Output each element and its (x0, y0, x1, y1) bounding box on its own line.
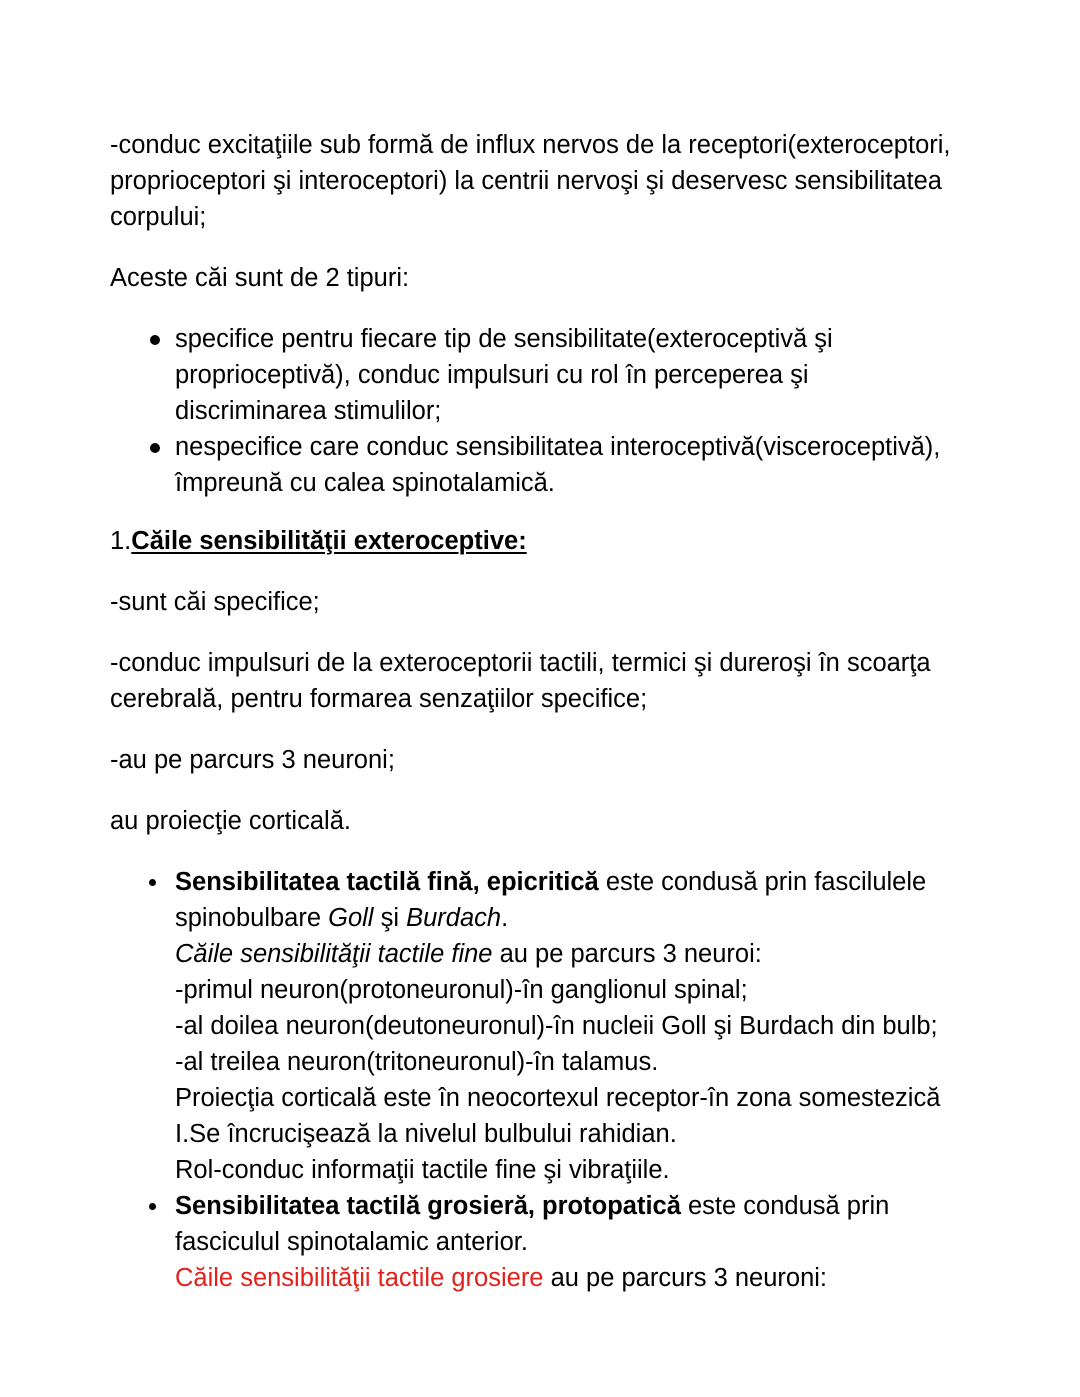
section-heading (110, 523, 960, 559)
fine-tactile-subheading-rest: au pe parcurs 3 neuroi: (492, 940, 762, 968)
heading-number: 1. (110, 527, 132, 555)
paragraph-three-neurons: -au pe parcurs 3 neuroni; (110, 746, 395, 774)
fine-tactile-neuron-line: -al treilea neuron(tritoneuronul)-în talamus. (175, 1048, 659, 1076)
document-body (110, 127, 960, 1296)
paragraph-cortical-projection: au proiecţie corticală. (110, 807, 351, 835)
coarse-tactile-pathways-line (175, 1260, 960, 1296)
coarse-tactile-after-bold: este condusă prin fasciculul spinotalamic anterior. (175, 1192, 890, 1256)
fine-tactile-bold-lead: Sensibilitatea tactilă fină, epicritică (175, 868, 599, 896)
list-pathway-types (110, 321, 960, 501)
paragraph-impulses-cortex: -conduc impulsuri de la exteroceptorii tactili, termici şi dureroşi în scoarţa cerebrală, pentru formarea senzaţiilor specifice; (110, 649, 931, 713)
list-item (110, 321, 960, 429)
fine-tactile-subheading-line (175, 936, 960, 972)
fine-tactile-after-bold: este condusă prin fascilulele spinobulbare (175, 868, 927, 932)
coarse-tactile-red-text: Căile sensibilităţii tactile grosiere (175, 1264, 544, 1292)
list-item (110, 429, 960, 501)
paragraph-intro: -conduc excitaţiile sub formă de influx nervos de la receptori(exteroceptori, proprioceptori şi interoceptori) la centrii nervoşi şi deservesc sensibilitatea corpului; (110, 131, 951, 231)
fine-tactile-period: . (501, 904, 509, 932)
paragraph-two-types-lead: Aceste căi sunt de 2 tipuri: (110, 264, 410, 292)
fine-tactile-conjunction: şi (373, 904, 407, 932)
list-item-text: nespecifice care conduc sensibilitatea interoceptivă(visceroceptivă), împreună cu calea spinotalamică. (175, 433, 941, 497)
fascicle-name-burdach: Burdach (406, 904, 502, 932)
fine-tactile-italic-subheading: Căile sensibilităţii tactile fine (175, 940, 493, 968)
list-item-fine-tactile (110, 864, 960, 1188)
coarse-tactile-red-line-rest: au pe parcurs 3 neuroni: (543, 1264, 828, 1292)
list-tactile-sensibility (110, 864, 960, 1296)
list-item-coarse-tactile (110, 1188, 960, 1296)
fine-tactile-role-line: Rol-conduc informaţii tactile fine şi vibraţiile. (175, 1156, 670, 1184)
list-item-text: specifice pentru fiecare tip de sensibilitate(exteroceptivă şi proprioceptivă), conduc impulsuri cu rol în perceperea şi discriminarea stimulilor; (175, 325, 833, 425)
heading-title: Căile sensibilităţii exteroceptive: (131, 527, 527, 555)
fine-tactile-projection-line: Proiecţia corticală este în neocortexul receptor-în zona somestezică I.Se încrucişează la nivelul bulbului rahidian. (175, 1084, 941, 1148)
fine-tactile-neuron-line: -al doilea neuron(deutoneuronul)-în nucleii Goll şi Burdach din bulb; (175, 1012, 938, 1040)
fascicle-name-goll: Goll (328, 904, 374, 932)
paragraph-specific-pathways: -sunt căi specifice; (110, 588, 320, 616)
fine-tactile-neuron-line: -primul neuron(protoneuronul)-în ganglionul spinal; (175, 976, 748, 1004)
coarse-tactile-bold-lead: Sensibilitatea tactilă grosieră, protopatică (175, 1192, 681, 1220)
